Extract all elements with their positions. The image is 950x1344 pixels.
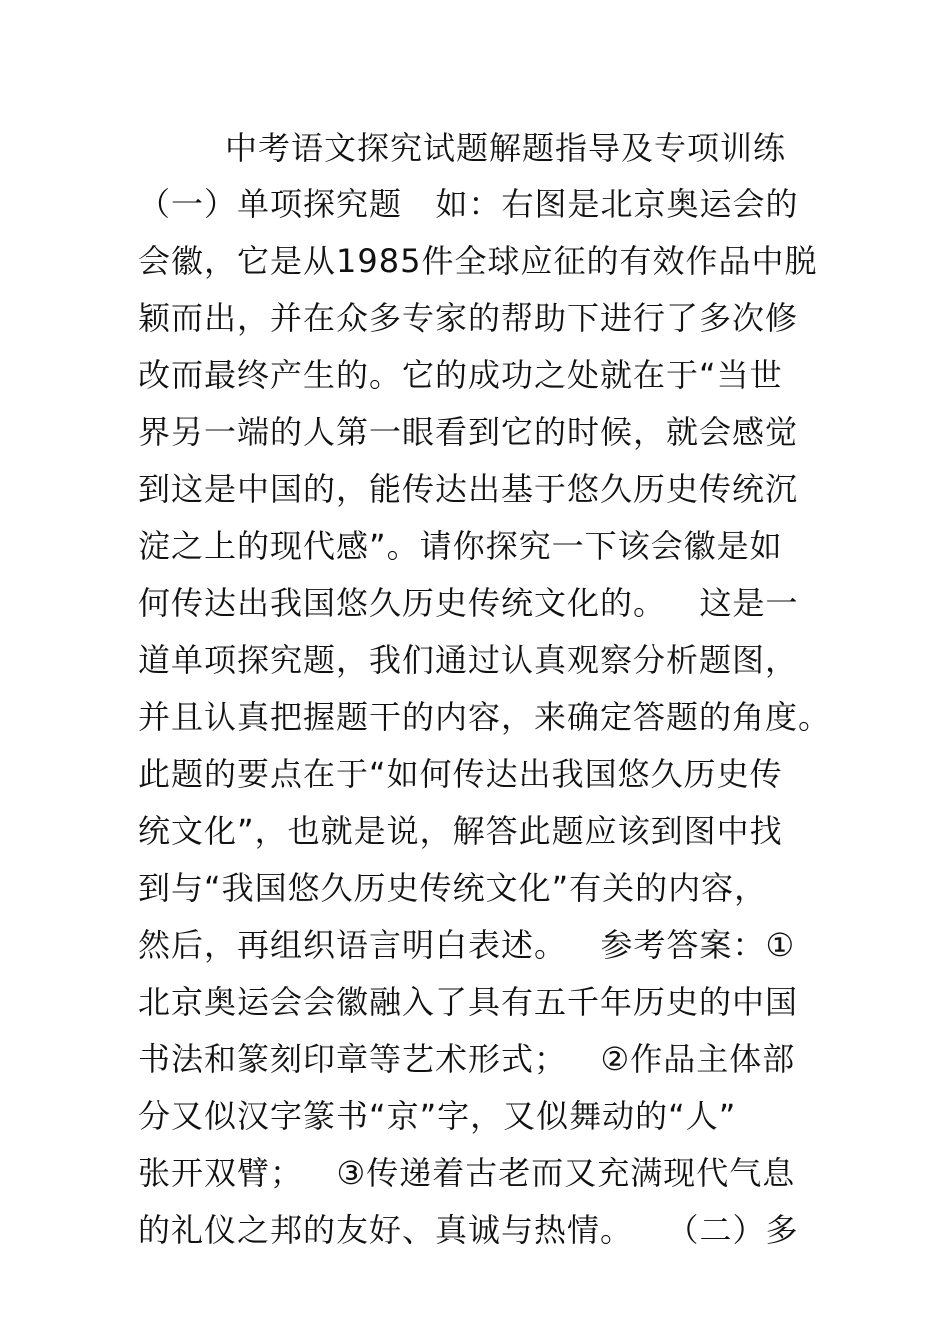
text-line: 何传达出我国悠久历史传统文化的。 这是一 xyxy=(138,584,799,622)
text-line: 分又似汉字篆书“京”字，又似舞动的“人” xyxy=(138,1097,737,1135)
document-title: 中考语文探究试题解题指导及专项训练 xyxy=(225,129,787,167)
text-line: 然后，再组织语言明白表述。 参考答案：① xyxy=(138,926,796,964)
text-line: 道单项探究题，我们通过认真观察分析题图， xyxy=(138,641,799,679)
text-line: 到与“我国悠久历史传统文化”有关的内容， xyxy=(138,869,768,907)
text-line: 到这是中国的，能传达出基于悠久历史传统沉 xyxy=(138,470,799,508)
text-line: 界另一端的人第一眼看到它的时候，就会感觉 xyxy=(138,413,799,451)
text-line: 淀之上的现代感”。请你探究一下该会徽是如 xyxy=(138,527,783,565)
text-line: 改而最终产生的。它的成功之处就在于“当世 xyxy=(138,356,783,394)
text-line: 此题的要点在于“如何传达出我国悠久历史传 xyxy=(138,755,783,793)
text-line: 书法和篆刻印章等艺术形式； ②作品主体部 xyxy=(138,1040,796,1078)
text-line: 颖而出，并在众多专家的帮助下进行了多次修 xyxy=(138,299,799,337)
text-line: 张开双臂； ③传递着古老而又充满现代气息 xyxy=(138,1154,796,1192)
text-line: 统文化”，也就是说，解答此题应该到图中找 xyxy=(138,812,783,850)
text-line: 会徽，它是从1985件全球应征的有效作品中脱 xyxy=(138,242,818,280)
text-line: （一）单项探究题 如：右图是北京奥运会的 xyxy=(138,185,799,223)
text-line: 的礼仪之邦的友好、真诚与热情。 （二）多 xyxy=(138,1211,799,1249)
text-line: 并且认真把握题干的内容，来确定答题的角度。 xyxy=(138,698,832,736)
text-line: 北京奥运会会徽融入了具有五千年历史的中国 xyxy=(138,983,799,1021)
